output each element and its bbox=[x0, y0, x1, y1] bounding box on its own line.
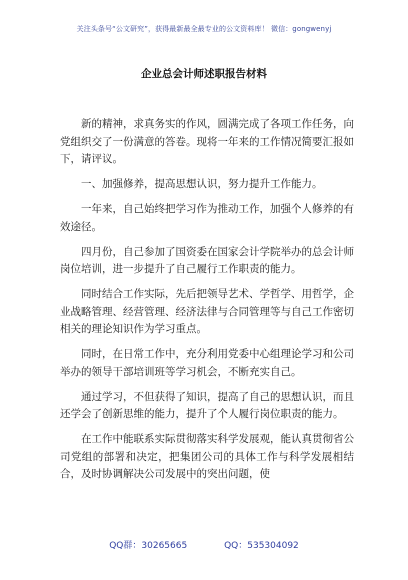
paragraph: 一、加强修养，提高思想认识，努力提升工作能力。 bbox=[81, 178, 323, 190]
document-body bbox=[60, 116, 354, 491]
paragraph: 同时结合工作实际，先后把领导艺术、学哲学、用哲学，企业战略管理、经营管理、经济法律与合同管理等与自己工作密切相关的理论知识作为学习重点。 bbox=[60, 288, 354, 335]
paragraph: 四月份，自己参加了国资委在国家会计学院举办的总会计师岗位培训，进一步提升了自己履行工作职责的能力。 bbox=[60, 245, 354, 275]
paragraph: 在工作中能联系实际贯彻落实科学发展观，能认真贯彻省公司党组的部署和决定，把集团公司的具体工作与科学发展相结合，及时协调解决公司发展中的突出问题，使 bbox=[60, 433, 354, 480]
paragraph: 新的精神，求真务实的作风，圆满完成了各项工作任务，向党组织交了一份满意的答卷。现将一年来的工作情况简要汇报如下，请评议。 bbox=[60, 118, 354, 165]
footer-qq-group: QQ群：30265665 bbox=[109, 541, 188, 551]
footer bbox=[0, 538, 408, 551]
paragraph: 同时，在日常工作中，充分利用党委中心组理论学习和公司举办的领导干部培训班等学习机会，不断充实自己。 bbox=[60, 348, 354, 378]
header-notice: 关注头条号“公文研究”，获得最新最全最专业的公文资料库！ 微信：gongwenyj bbox=[76, 25, 332, 33]
paragraph: 通过学习，不但获得了知识，提高了自己的思想认识，而且还学会了创新思维的能力，提升了个人履行岗位职责的能力。 bbox=[60, 390, 354, 420]
document-title: 企业总会计师述职报告材料 bbox=[141, 68, 267, 80]
paragraph: 一年来，自己始终把学习作为推动工作，加强个人修养的有效途径。 bbox=[60, 203, 354, 233]
footer-qq-contact: QQ：535304092 bbox=[224, 541, 299, 551]
